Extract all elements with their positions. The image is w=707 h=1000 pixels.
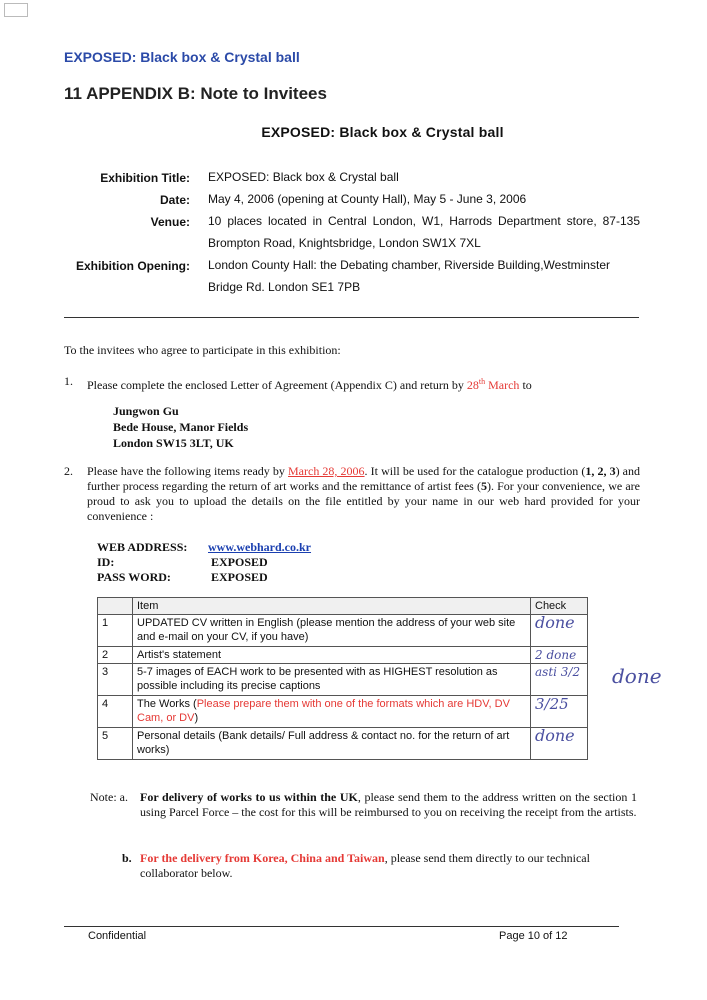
web-id-value: EXPOSED	[211, 555, 268, 569]
footer-page-number: Page 10 of 12	[499, 930, 568, 942]
check-mark: 2 done	[531, 647, 588, 664]
table-header-check: Check	[531, 598, 588, 615]
section-divider	[64, 317, 639, 318]
check-mark: done	[531, 615, 588, 647]
item-2-date: March 28, 2006	[288, 464, 365, 478]
document-subtitle: EXPOSED: Black box & Crystal ball	[261, 124, 504, 140]
address-line-1: Jungwon Gu	[113, 404, 179, 418]
info-label-opening: Exhibition Opening:	[76, 259, 190, 273]
check-mark: done	[531, 728, 588, 760]
info-label-title: Exhibition Title:	[100, 171, 190, 185]
table-row: 1 UPDATED CV written in English (please mention the address of your web site and e-mail on your CV, if you have) done	[98, 615, 588, 647]
appendix-heading: 11 APPENDIX B: Note to Invitees	[64, 84, 327, 103]
web-address-label: WEB ADDRESS:	[97, 540, 188, 554]
note-b-text: For the delivery from Korea, China and Taiwan, please send them directly to our technical collaborator below.	[140, 851, 590, 880]
table-header-num	[98, 598, 133, 615]
note-b-marker: b.	[122, 851, 132, 865]
checklist-table	[97, 597, 588, 760]
note-a-text: For delivery of works to us within the UK, please send them to the address written on the section 1 using Parcel Force – the cost for this will be reimbursed to you on receiving the receipt from the artists.	[140, 790, 637, 819]
info-value-venue: 10 places located in Central London, W1, Harrods Department store, 87-135 Brompton Road, Knightsbridge, London SW1X 7XL	[208, 214, 640, 250]
handwritten-margin-note: done	[612, 664, 662, 688]
info-label-venue: Venue:	[150, 215, 190, 229]
check-mark: 3/25	[531, 696, 588, 728]
address-line-2: Bede House, Manor Fields	[113, 420, 249, 434]
info-value-opening: London County Hall: the Debating chamber, Riverside Building,Westminster Bridge Rd. London SE1 7PB	[208, 258, 610, 294]
item-2-number: 2.	[64, 464, 73, 478]
table-row: 4 The Works (Please prepare them with one of the formats which are HDV, DV Cam, or DV) 3/25	[98, 696, 588, 728]
check-mark: asti 3/2	[531, 664, 588, 696]
footer-confidential: Confidential	[88, 930, 147, 942]
running-header-title: EXPOSED: Black box & Crystal ball	[64, 49, 300, 65]
info-label-date: Date:	[159, 193, 190, 207]
table-header-item: Item	[133, 598, 531, 615]
corner-stamp	[4, 3, 28, 17]
table-header-row	[98, 598, 588, 615]
table-row: 2 Artist's statement 2 done	[98, 647, 588, 664]
table-row: 3 5-7 images of EACH work to be presented with as HIGHEST resolution as possible including its precise captions asti 3/2	[98, 664, 588, 696]
web-password-value: EXPOSED	[211, 570, 268, 584]
return-address	[113, 403, 248, 451]
address-line-3: London SW15 3LT, UK	[113, 436, 234, 450]
intro-text: To the invitees who agree to participate in this exhibition:	[64, 343, 341, 357]
item-2-text: Please have the following items ready by March 28, 2006. It will be used for the catalogue production (1, 2, 3) and further process regarding the return of art works and the remittance of artist fees (5). For your convenience, we are proud to ask you to upload the details on the file entitled by your name in our web hard provided for your convenience :	[87, 464, 641, 523]
web-password-label: PASS WORD:	[97, 570, 171, 584]
web-address-link[interactable]: www.webhard.co.kr	[208, 540, 312, 554]
item-1-number: 1.	[64, 374, 73, 388]
info-value-title: EXPOSED: Black box & Crystal ball	[208, 170, 399, 184]
table-row: 5 Personal details (Bank details/ Full address & contact no. for the return of art works) done	[98, 728, 588, 760]
footer-divider	[64, 926, 619, 927]
web-id-label: ID:	[97, 555, 115, 569]
item-1-text: Please complete the enclosed Letter of Agreement (Appendix C) and return by 28th March to	[87, 377, 532, 392]
note-label: Note: a.	[90, 790, 128, 804]
info-value-date: May 4, 2006 (opening at County Hall), May 5 - June 3, 2006	[208, 192, 527, 206]
item-1-date: 28th March	[466, 377, 520, 392]
